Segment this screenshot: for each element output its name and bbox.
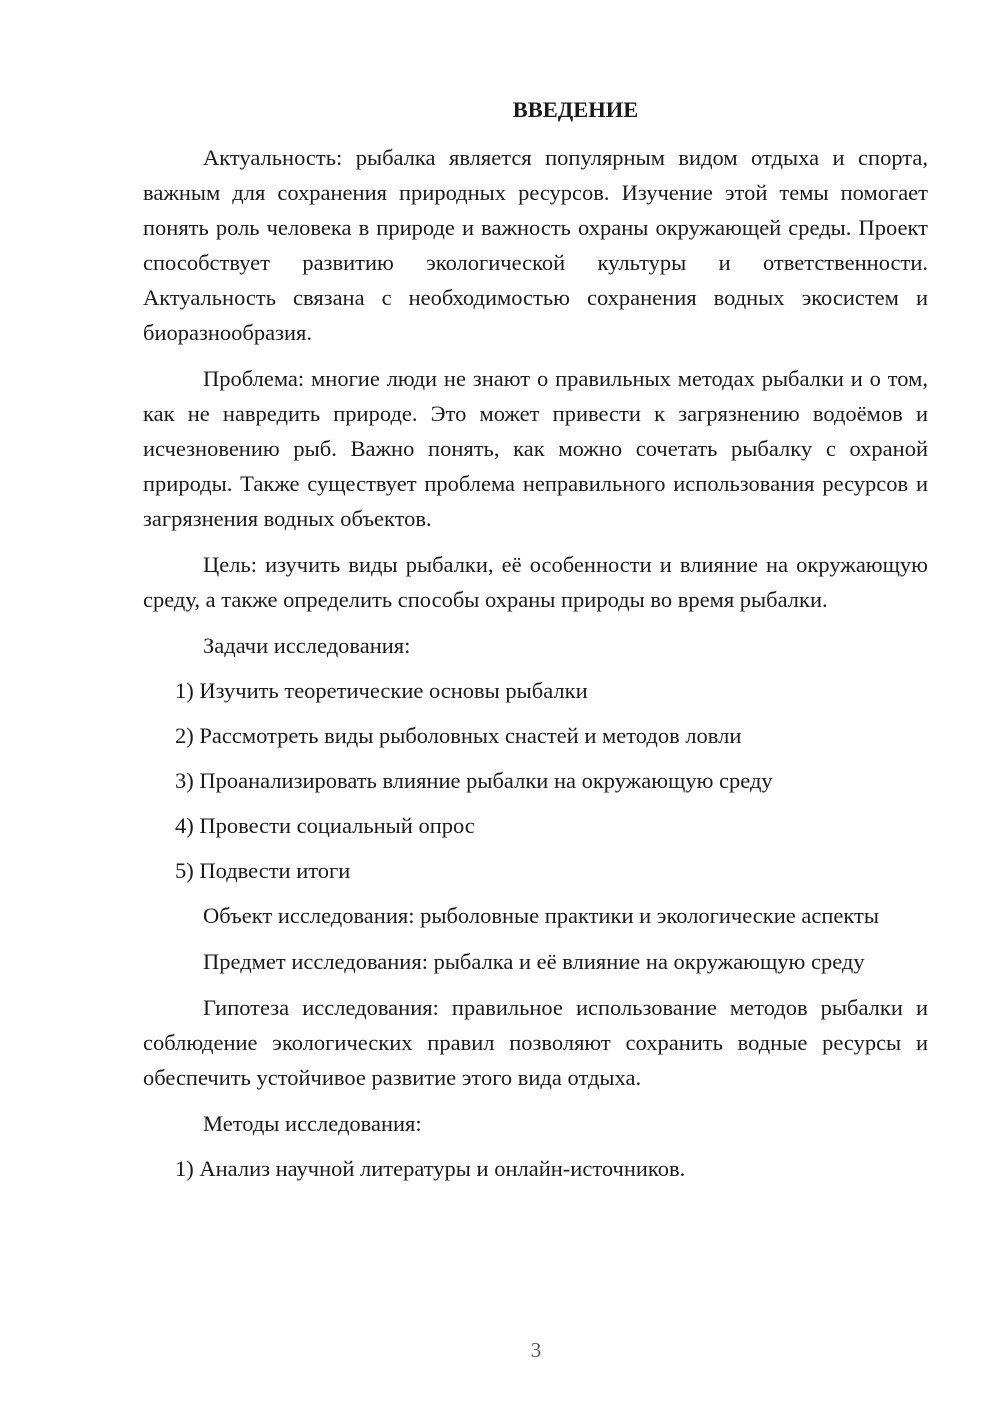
paragraph-subject: Предмет исследования: рыбалка и её влияние на окружающую среду bbox=[203, 949, 865, 974]
page-content bbox=[143, 92, 928, 1186]
page-number: 3 bbox=[530, 1338, 542, 1362]
paragraph-object: Объект исследования: рыболовные практики и экологические аспекты bbox=[203, 903, 879, 928]
tasks-list bbox=[143, 673, 928, 888]
paragraph-hypothesis: Гипотеза исследования: правильное использование методов рыбалки и соблюдение экологических правил позволяют сохранить водные ресурсы и обеспечить устойчивое развитие этого вида отдыха. bbox=[143, 995, 928, 1090]
page-title: ВВЕДЕНИЕ bbox=[512, 97, 639, 122]
list-item: 2) Рассмотреть виды рыболовных снастей и методов ловли bbox=[175, 723, 742, 748]
paragraph-goal: Цель: изучить виды рыбалки, её особенности и влияние на окружающую среду, а также определить способы охраны природы во время рыбалки. bbox=[143, 552, 928, 612]
methods-heading: Методы исследования: bbox=[203, 1111, 422, 1136]
tasks-heading: Задачи исследования: bbox=[203, 633, 411, 658]
list-item: 1) Анализ научной литературы и онлайн-источников. bbox=[175, 1156, 686, 1181]
paragraph-problem: Проблема: многие люди не знают о правильных методах рыбалки и о том, как не навредить природе. Это может привести к загрязнению водоёмов и исчезновению рыб. Важно понять, как можно сочетать рыбалку с охраной природы. Также существует проблема неправильного использования ресурсов и загрязнения водных объектов. bbox=[143, 366, 928, 531]
list-item: 5) Подвести итоги bbox=[175, 858, 351, 883]
list-item: 4) Провести социальный опрос bbox=[175, 813, 475, 838]
list-item: 3) Проанализировать влияние рыбалки на окружающую среду bbox=[175, 768, 773, 793]
list-item: 1) Изучить теоретические основы рыбалки bbox=[175, 678, 588, 703]
methods-list bbox=[143, 1151, 928, 1186]
paragraph-relevance: Актуальность: рыбалка является популярным видом отдыха и спорта, важным для сохранения природных ресурсов. Изучение этой темы помогает понять роль человека в природе и важность охраны окружающей среды. Проект способствует развитию экологической культуры и ответственности. Актуальность связана с необходимостью сохранения водных экосистем и биоразнообразия. bbox=[143, 145, 928, 345]
